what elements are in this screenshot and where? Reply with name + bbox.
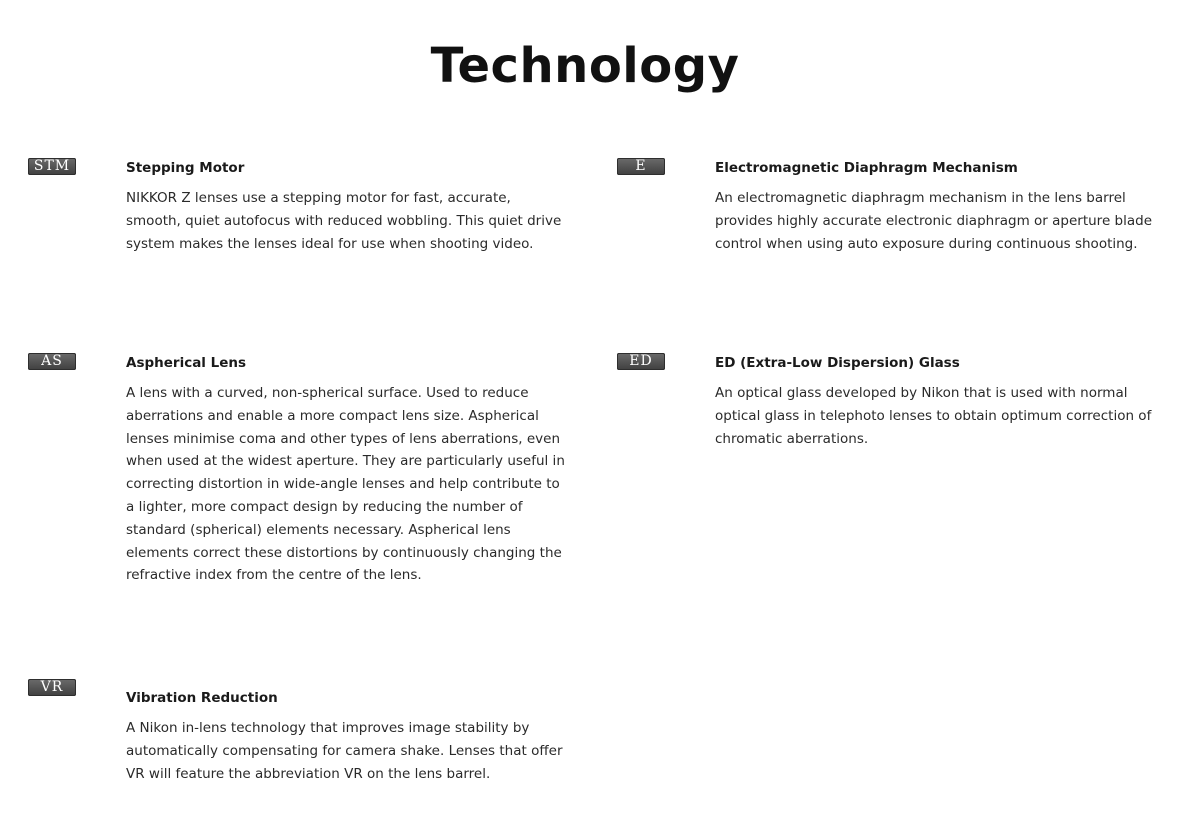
tech-title: Stepping Motor (126, 160, 245, 176)
tech-description: NIKKOR Z lenses use a stepping motor for fast, accurate, smooth, quiet autofocus with reduced wobbling. This quiet drive system makes the lenses ideal for use when shooting video. (126, 190, 562, 252)
tech-content (126, 158, 566, 255)
tech-title: Vibration Reduction (126, 690, 278, 706)
tech-content (715, 353, 1165, 450)
e-badge-icon: E (617, 158, 665, 175)
tech-content (715, 158, 1165, 255)
tech-content (126, 688, 566, 785)
tech-description: An optical glass developed by Nikon that is used with normal optical glass in telephoto lenses to obtain optimum correction of chromatic aberrations. (715, 385, 1152, 447)
tech-title: Electromagnetic Diaphragm Mechanism (715, 160, 1018, 176)
as-badge-icon: AS (28, 353, 76, 370)
page-title: Technology (430, 38, 740, 95)
tech-description: A Nikon in-lens technology that improves image stability by automatically compensating for camera shake. Lenses that offer VR will feature the abbreviation VR on the lens barrel. (126, 720, 563, 782)
tech-title: Aspherical Lens (126, 355, 247, 371)
tech-title: ED (Extra-Low Dispersion) Glass (715, 355, 960, 371)
tech-content (126, 353, 566, 587)
tech-description: A lens with a curved, non-spherical surface. Used to reduce aberrations and enable a more compact lens size. Aspherical lenses minimise coma and other types of lens aberrations, even when used at the widest aperture. They are particularly useful in correcting distortion in wide-angle lenses and help contribute to a lighter, more compact design by reducing the number of standard (spherical) elements necessary. Aspherical lens elements correct these distortions by continuously changing the refractive index from the centre of the lens. (126, 385, 565, 584)
ed-badge-icon: ED (617, 353, 665, 370)
stm-badge-icon: STM (28, 158, 76, 175)
vr-badge-icon: VR (28, 679, 76, 696)
tech-description: An electromagnetic diaphragm mechanism in the lens barrel provides highly accurate electronic diaphragm or aperture blade control when using auto exposure during continuous shooting. (715, 190, 1153, 252)
